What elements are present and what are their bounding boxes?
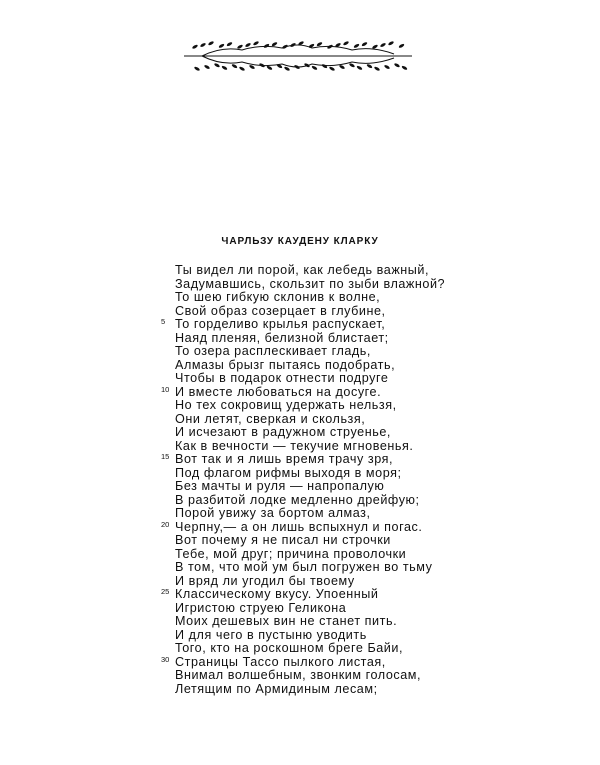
poem-line	[175, 548, 445, 562]
poem-line	[175, 399, 445, 413]
poem-line	[175, 413, 445, 427]
poem-line-text: Моих дешевых вин не станет пить.	[175, 614, 398, 628]
poem-line-text: Черпну,— а он лишь вспыхнул и погас.	[175, 519, 423, 534]
poem-line	[175, 440, 445, 454]
poem-line	[161, 654, 445, 670]
leaf-shape	[321, 63, 328, 68]
leaf-shape	[192, 44, 199, 49]
leaf-shape	[253, 41, 260, 46]
poem-line-text: И вряд ли угодил бы твоему	[175, 573, 355, 588]
poem-line-text: То озера расплескивает гладь,	[175, 344, 371, 358]
leaf-shape	[311, 65, 318, 70]
poem-line	[175, 278, 445, 292]
poem-line	[175, 642, 445, 656]
poem-line	[161, 317, 445, 332]
poem-line	[175, 534, 445, 548]
poem-line	[161, 519, 445, 535]
poem-line-text: Но тех сокровищ удержать нельзя,	[175, 398, 397, 412]
poem-line-text: В разбитой лодке медленно дрейфую;	[175, 492, 420, 507]
line-number: 25	[161, 587, 170, 596]
poem-line	[161, 587, 445, 602]
leaf-shape	[349, 63, 356, 68]
poem-line-text: Вот так и я лишь время трачу зря,	[175, 452, 394, 466]
poem-line-text: В том, что мой ум был погружен во тьму	[175, 560, 433, 574]
leaf-shape	[263, 43, 270, 48]
leaf-shape	[214, 63, 221, 68]
leaf-shape	[343, 41, 350, 46]
leaf-shape	[237, 44, 244, 49]
poem-line-text: Летящим по Армидиным лесам;	[175, 681, 378, 696]
poem-line	[175, 372, 445, 386]
poem-line	[175, 480, 445, 494]
poem-line-text: Как в вечности — текучие мгновенья.	[175, 438, 414, 453]
leaf-shape	[388, 41, 395, 46]
poem-line	[175, 264, 445, 278]
line-number: 20	[161, 519, 170, 529]
poem-line	[175, 494, 445, 508]
poem-line	[175, 629, 445, 643]
leaf-shape	[245, 42, 252, 47]
leaf-shape	[366, 63, 373, 68]
leaf-shape	[204, 64, 211, 69]
poem-line-text: И исчезают в радужном струенье,	[175, 425, 391, 439]
line-number: 10	[161, 384, 170, 394]
poem-line-text: Наяд пленяя, белизной блистает;	[175, 330, 389, 345]
poem-line	[175, 467, 445, 481]
line-number: 30	[161, 654, 170, 664]
poem-line-text: Ты видел ли порой, как лебедь важный,	[175, 263, 430, 277]
leaf-shape	[218, 43, 225, 48]
poem-line-text: Они летят, сверкая и скользя,	[175, 411, 366, 426]
leaf-shape	[271, 41, 278, 46]
decorative-vine-ornament	[182, 38, 414, 74]
poem-line	[175, 683, 445, 697]
poem-line-text: Без мачты и руля — напропалую	[175, 479, 385, 493]
leaf-shape	[200, 42, 207, 47]
poem-line-text: Классическому вкусу. Упоенный	[175, 587, 379, 601]
poem-line	[175, 507, 445, 521]
leaf-shape	[316, 41, 323, 46]
poem-line	[175, 615, 445, 629]
leaf-shape	[226, 41, 233, 46]
leaf-shape	[239, 66, 246, 71]
poem-line	[175, 561, 445, 575]
poem-line-text: Вот почему я не писал ни строчки	[175, 533, 391, 547]
poem-body	[161, 263, 446, 696]
leaf-shape	[284, 66, 291, 71]
leaf-shape	[374, 66, 381, 71]
leaf-shape	[329, 66, 336, 71]
poem-line-text: И для чего в пустыню уводить	[175, 627, 367, 642]
poem-line-text: Под флагом рифмы выходя в моря;	[175, 465, 402, 480]
leaf-shape	[221, 65, 228, 70]
poem-line-text: Игристою струею Геликона	[175, 600, 347, 615]
leaf-shape	[194, 66, 201, 71]
leaf-shape	[380, 42, 387, 47]
poem-line	[161, 384, 445, 400]
poem-line-text: Внимал волшебным, звонким голосам,	[175, 668, 422, 682]
poem-line-text: Того, кто на роскошном бреге Байи,	[175, 641, 404, 655]
poem-line	[175, 332, 445, 346]
line-number: 5	[161, 317, 166, 326]
poem-line	[175, 291, 445, 305]
poem-line-text: Свой образ созерцает в глубине,	[175, 303, 386, 318]
leaf-shape	[401, 65, 408, 70]
poem-line-text: То горделиво крылья распускает,	[175, 317, 386, 331]
poem-line	[175, 669, 445, 683]
poem-line	[175, 359, 445, 373]
poem-line-text: Тебе, мой друг; причина проволочки	[175, 546, 407, 561]
poem-line-text: Страницы Тассо пылкого листая,	[175, 654, 386, 669]
leaf-shape	[384, 64, 391, 69]
leaf-shape	[398, 43, 405, 48]
leaf-shape	[356, 65, 363, 70]
poem-line	[175, 575, 445, 589]
poem-line-text: Порой увижу за бортом алмаз,	[175, 506, 371, 520]
poem-line	[175, 602, 445, 616]
poem-line-text: Задумавшись, скользит по зыби влажной?	[175, 276, 446, 291]
poem-line-text: Чтобы в подарок отнести подруге	[175, 371, 389, 385]
poem-line	[161, 452, 445, 467]
line-number: 15	[161, 452, 170, 461]
poem-title: ЧАРЛЬЗУ КАУДЕНУ КЛАРКУ	[221, 236, 379, 247]
poem-line	[175, 305, 445, 319]
leaf-shape	[231, 63, 238, 68]
poem-line-text: Алмазы брызг пытаясь подобрать,	[175, 357, 396, 372]
leaf-shape	[353, 43, 360, 48]
poem-line-text: То шею гибкую склонив к волне,	[175, 290, 381, 304]
poem-line	[175, 426, 445, 440]
leaf-shape	[208, 41, 215, 46]
poem-line	[175, 345, 445, 359]
leaf-shape	[361, 41, 368, 46]
poem-line-text: И вместе любоваться на досуге.	[175, 384, 382, 399]
leaf-shape	[394, 63, 401, 68]
